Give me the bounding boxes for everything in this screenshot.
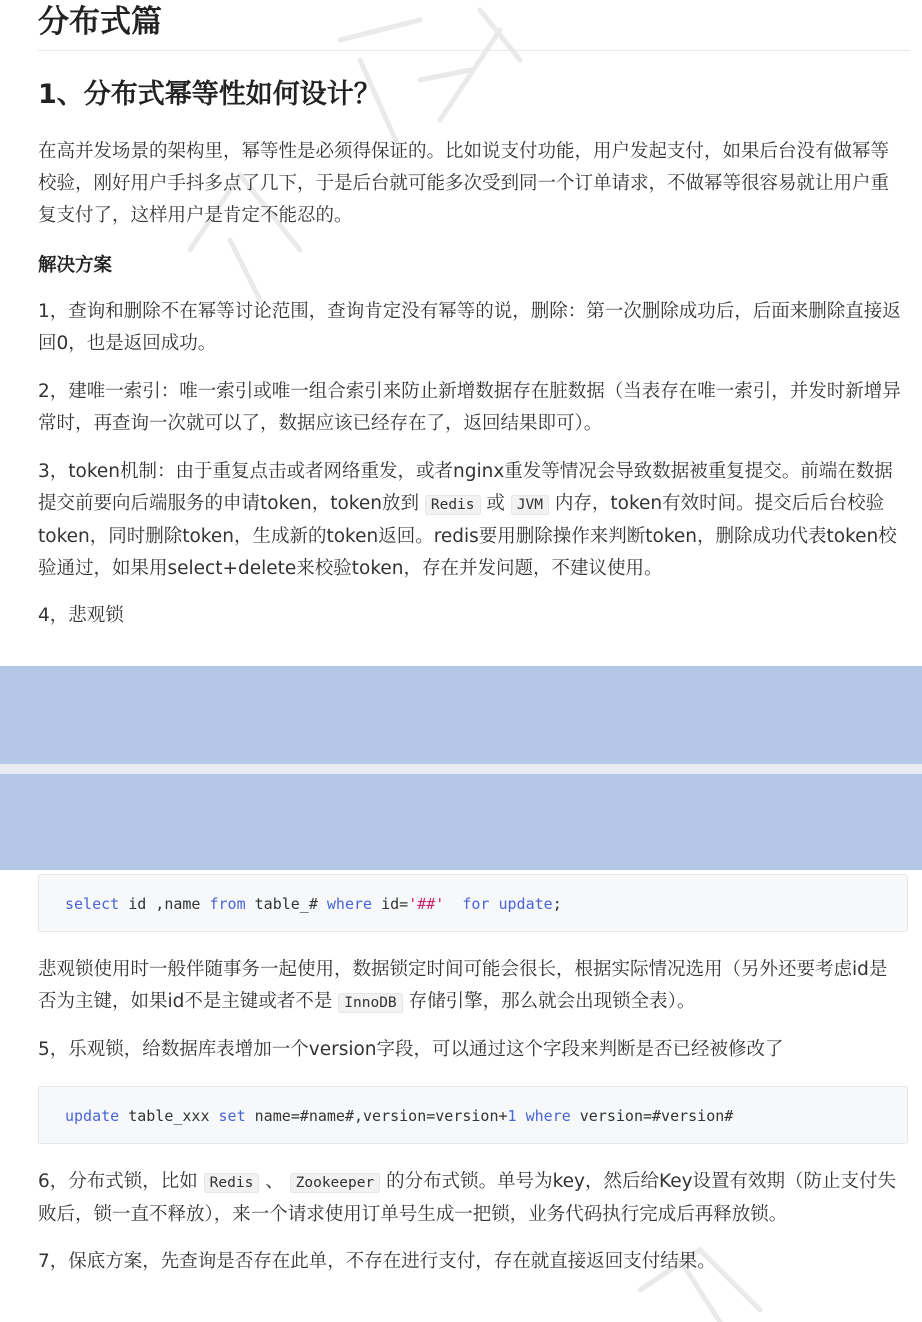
text: 、 <box>265 1171 284 1192</box>
intro-paragraph: 在高并发场景的架构里，幂等性是必须得保证的。比如说支付功能，用户发起支付，如果后台没有做幂等校验，刚好用户手抖多点了几下，于是后台就可能多次受到同一个订单请求，不做幂等很容易就让用户重复支付了，这样用户是肯定不能忍的。 <box>38 141 890 226</box>
text: 3，token机制：由于重复点击或者网络重发，或者nginx重发等情况会导致数据被重复提交。前端在数据提交前要向后端服务的申请token，token放到 <box>38 461 893 514</box>
code-keyword: where <box>326 895 373 913</box>
code-text: ; <box>552 895 562 913</box>
page-title: 分布式篇 <box>38 4 162 40</box>
code-keyword: where <box>525 1107 571 1125</box>
code-block-select <box>38 874 908 932</box>
code-keyword: update <box>65 1107 120 1125</box>
code-text: version=#version# <box>570 1107 734 1125</box>
solution-item-4: 4，悲观锁 <box>38 605 124 626</box>
solution-item-6 <box>38 1166 904 1231</box>
solution-item-1: 1，查询和删除不在幂等讨论范围，查询肯定没有幂等的说，删除：第一次删除成功后，后面来删除直接返回0，也是返回成功。 <box>38 301 901 354</box>
text: 存储引擎，那么就会出现锁全表）。 <box>408 991 696 1012</box>
solution-item-2: 2，建唯一索引：唯一索引或唯一组合索引来防止新增数据存在脏数据（当表存在唯一索引，并发时新增异常时，再查询一次就可以了，数据应该已经存在了，返回结果即可）。 <box>38 381 901 434</box>
code-string: '##' <box>408 895 445 913</box>
code-keyword: update <box>498 895 553 913</box>
inline-code: Redis <box>425 495 481 515</box>
code-text: id ,name <box>119 895 210 913</box>
inline-code: Zookeeper <box>290 1173 381 1193</box>
code-block-update <box>38 1086 908 1144</box>
text: 6，分布式锁，比如 <box>38 1171 198 1192</box>
code-keyword: for <box>462 895 490 913</box>
text: 内存，token有效时间。提交后后台校验token，同时删除token，生成新的token返回。redis要用删除操作来判断token，删除成功代表token校验通过，如果用select+delete来校验token，存在并发问题，不建议使用。 <box>38 493 897 579</box>
inline-code: Redis <box>204 1173 260 1193</box>
code-text: id= <box>372 895 409 913</box>
solution-item-7: 7，保底方案，先查询是否存在此单，不存在进行支付，存在就直接返回支付结果。 <box>38 1251 716 1272</box>
solution-heading: 解决方案 <box>38 255 113 276</box>
inline-code: InnoDB <box>338 993 402 1013</box>
text: 悲观锁使用时一般伴随事务一起使用，数据锁定时间可能会很长，根据实际情况选用（另外还要考虑id是否为主键，如果id不是主键或者不是 <box>38 959 888 1012</box>
code-keyword: select <box>65 895 120 913</box>
code-text <box>517 1107 526 1125</box>
code-number: 1 <box>507 1107 517 1125</box>
section-heading: 1、分布式幂等性如何设计？ <box>38 79 381 110</box>
pessimistic-lock-note <box>38 954 904 1019</box>
text: 或 <box>486 493 505 514</box>
highlight-band-top <box>0 666 922 764</box>
text: 的分布式锁。单号为key，然后给Key设置有效期（防止支付失败后，锁一直不释放），来一个请求使用订单号生成一把锁，业务代码执行完成后再释放锁。 <box>38 1171 897 1225</box>
code-text <box>489 895 498 913</box>
solution-item-5: 5，乐观锁，给数据库表增加一个version字段，可以通过这个字段来判断是否已经被修改了 <box>38 1039 784 1060</box>
highlight-band-bottom <box>0 774 922 870</box>
code-text: name=#name#,version=version+ <box>245 1107 508 1125</box>
code-text: table_xxx <box>119 1107 219 1125</box>
code-text: table_# <box>245 895 327 913</box>
title-divider <box>38 50 910 51</box>
code-keyword: from <box>209 895 246 913</box>
code-keyword: set <box>218 1107 246 1125</box>
band-separator <box>0 764 922 774</box>
inline-code: JVM <box>511 495 549 515</box>
solution-item-3 <box>38 456 904 585</box>
code-text <box>444 895 462 913</box>
